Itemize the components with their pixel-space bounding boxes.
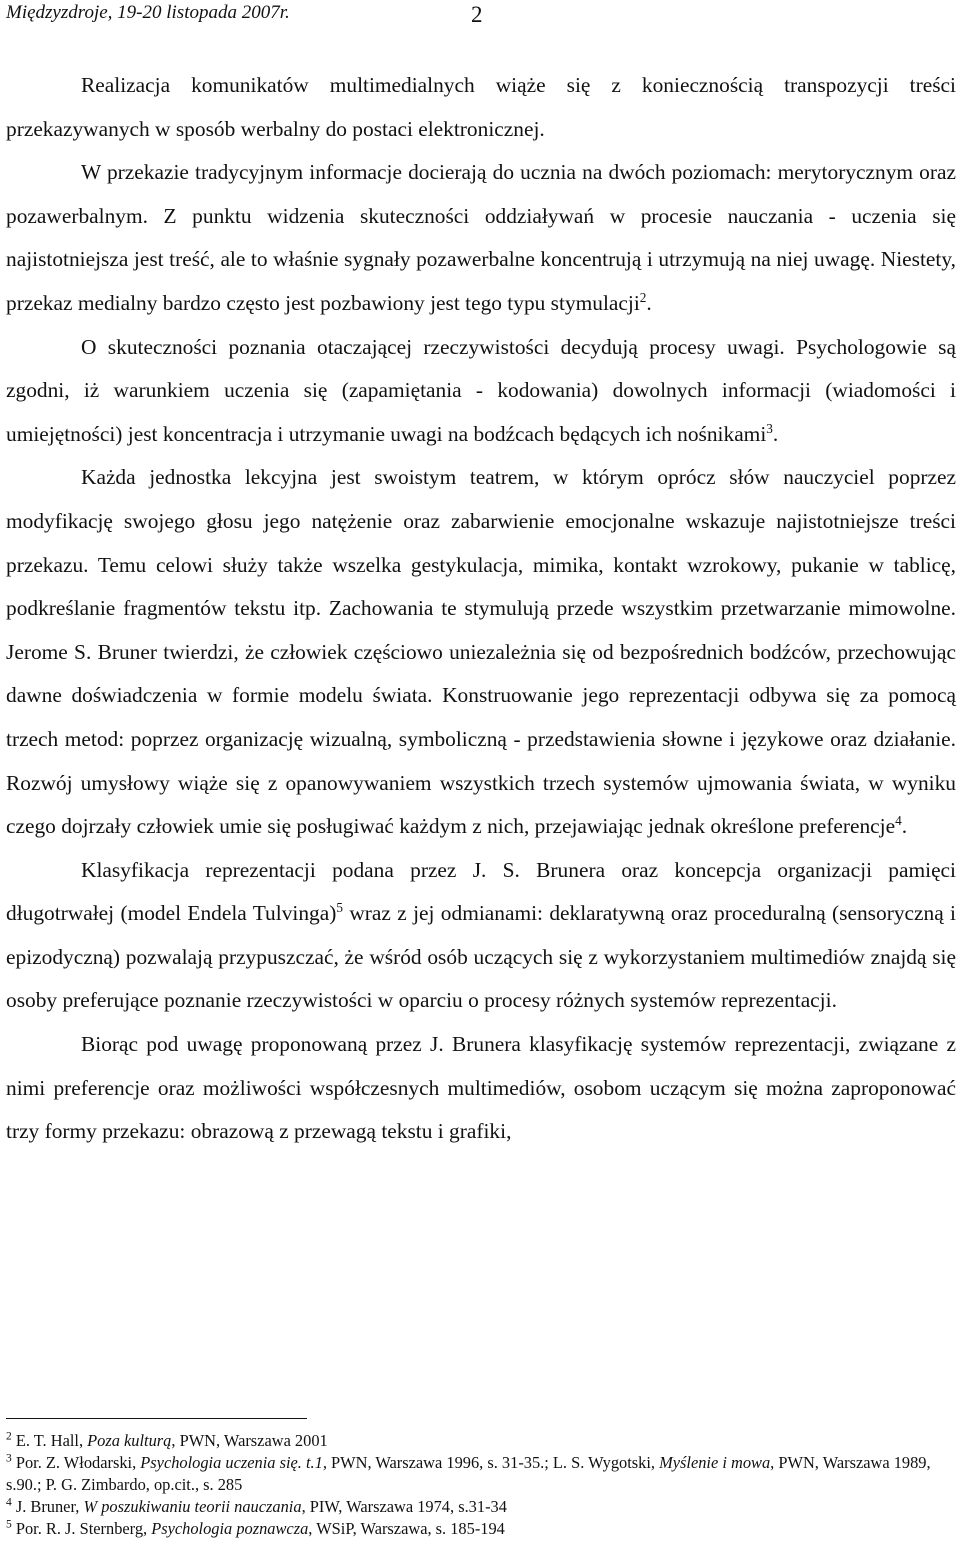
footnote-text: , PWN, Warszawa 2001 xyxy=(171,1431,328,1450)
paragraph-text: Każda jednostka lekcyjna jest swoistym teatrem, w którym oprócz słów nauczyciel poprzez modyfikację swojego głosu jego natężenie oraz zabarwienie emocjonalne wskazuje najistotniejsze treści przekazu. Temu celowi służy także wszelka gestykulacja, mimika, kontakt wzrokowy, pukanie w tablicę, podkreślanie fragmentów tekstu itp. Zachowania te stymulują przede wszystkim przetwarzanie mimowolne. Jerome S. Bruner twierdzi, że człowiek częściowo uniezależnia się od bezpośrednich bodźców, przechowując dawne doświadczenia w formie modelu świata. Konstruowanie jego reprezentacji odbywa się za pomocą trzech metod: poprzez organizację wizualną, symboliczną - przedstawienia słowne i językowe oraz działanie. Rozwój umysłowy wiąże się z opanowywaniem wszystkich trzech systemów ujmowania świata, w wyniku czego dojrzały człowiek umie się posługiwać każdym z nich, przejawiając jednak określone preferencje xyxy=(6,465,956,839)
paragraph-text: W przekazie tradycyjnym informacje docierają do ucznia na dwóch poziomach: merytorycznym oraz pozawerbalnym. Z punktu widzenia skuteczności oddziaływań w procesie nauczania - uczenia się najistotniejsza jest treść, ale to właśnie sygnały pozawerbalne koncentrują i utrzymują na niej uwagę. Niestety, przekaz medialny bardzo często jest pozbawiony jest tego typu stymulacji xyxy=(6,160,956,315)
paragraph xyxy=(6,151,956,325)
footnote-reference[interactable]: 5 xyxy=(336,900,343,916)
paragraph-text: Biorąc pod uwagę proponowaną przez J. Brunera klasyfikację systemów reprezentacji, związane z nimi preferencje oraz możliwości współczesnych multimediów, osobom uczącym się można zaproponować trzy formy przekazu: obrazową z przewagą tekstu i grafiki, xyxy=(6,1032,956,1144)
paragraph-text-tail: wraz z jej odmianami: deklaratywną oraz proceduralną (sensoryczną i epizodyczną) pozwalają przypuszczać, że wśród osób uczących się z wykorzystaniem multimediów znajdą się osoby preferujące poznanie rzeczywistości w oparciu o procesy różnych systemów reprezentacji. xyxy=(6,901,956,1013)
footnote-number: 3 xyxy=(6,1452,12,1465)
footnote-text: Por. Z. Włodarski, xyxy=(11,1453,141,1472)
footnote-title: Myślenie i mowa xyxy=(659,1453,771,1472)
footnote-text: Por. R. J. Sternberg, xyxy=(11,1519,152,1538)
footnote-text: J. Bruner, xyxy=(11,1497,84,1516)
footnote-number: 2 xyxy=(6,1430,12,1443)
paragraph xyxy=(6,326,956,457)
footnote xyxy=(6,1452,956,1496)
footnotes xyxy=(6,1430,956,1540)
paragraph xyxy=(6,64,956,151)
paragraph xyxy=(6,1023,956,1154)
footnote-text: , WSiP, Warszawa, s. 185-194 xyxy=(308,1519,505,1538)
footnote-number: 5 xyxy=(6,1518,12,1531)
footnote-text: , PIW, Warszawa 1974, s.31-34 xyxy=(301,1497,507,1516)
paragraph-text-tail: . xyxy=(772,421,779,446)
footnote-text: , PWN, Warszawa 1989, s.90.; P. G. Zimbardo, op.cit., s. 285 xyxy=(6,1453,931,1494)
footnote-title: Psychologia poznawcza xyxy=(151,1519,309,1538)
paragraph xyxy=(6,849,956,1023)
footnote-separator xyxy=(6,1418,307,1419)
footnote xyxy=(6,1518,956,1540)
footnote-reference[interactable]: 2 xyxy=(639,289,647,305)
paragraph-text-tail: . xyxy=(901,814,908,839)
footnote-text: , PWN, Warszawa 1996, s. 31-35.; L. S. Wygotski, xyxy=(322,1453,660,1472)
footnote-title: Psychologia uczenia się. t.1 xyxy=(140,1453,323,1472)
footnote xyxy=(6,1430,956,1452)
footnote-text: E. T. Hall, xyxy=(11,1431,88,1450)
running-head: Międzyzdroje, 19-20 listopada 2007r. xyxy=(6,2,290,23)
footnote-title: W poszukiwaniu teorii nauczania xyxy=(83,1497,302,1516)
footnote-number: 4 xyxy=(6,1496,12,1509)
paragraph-text-tail: . xyxy=(646,290,652,315)
footnote-reference[interactable]: 4 xyxy=(895,812,902,828)
paragraph-text: O skuteczności poznania otaczającej rzeczywistości decydują procesy uwagi. Psychologowie są zgodni, iż warunkiem uczenia się (zapamiętania - kodowania) dowolnych informacji (wiadomości i umiejętności) jest koncentracja i utrzymanie uwagi na bodźcach będących ich nośnikami xyxy=(6,334,956,446)
page-number: 2 xyxy=(471,2,483,27)
paragraph xyxy=(6,456,956,848)
footnote-title: Poza kulturą xyxy=(87,1431,172,1450)
footnote-reference[interactable]: 3 xyxy=(766,420,773,436)
footnote xyxy=(6,1496,956,1518)
paragraph-text: Realizacja komunikatów multimedialnych wiąże się z koniecznością transpozycji treści przekazywanych w sposób werbalny do postaci elektronicznej. xyxy=(6,73,956,141)
body-text xyxy=(6,64,956,1154)
paragraph-text: Klasyfikacja reprezentacji podana przez J. S. Brunera oraz koncepcja organizacji pamięci długotrwałej (model Endela Tulvinga) xyxy=(6,857,956,926)
